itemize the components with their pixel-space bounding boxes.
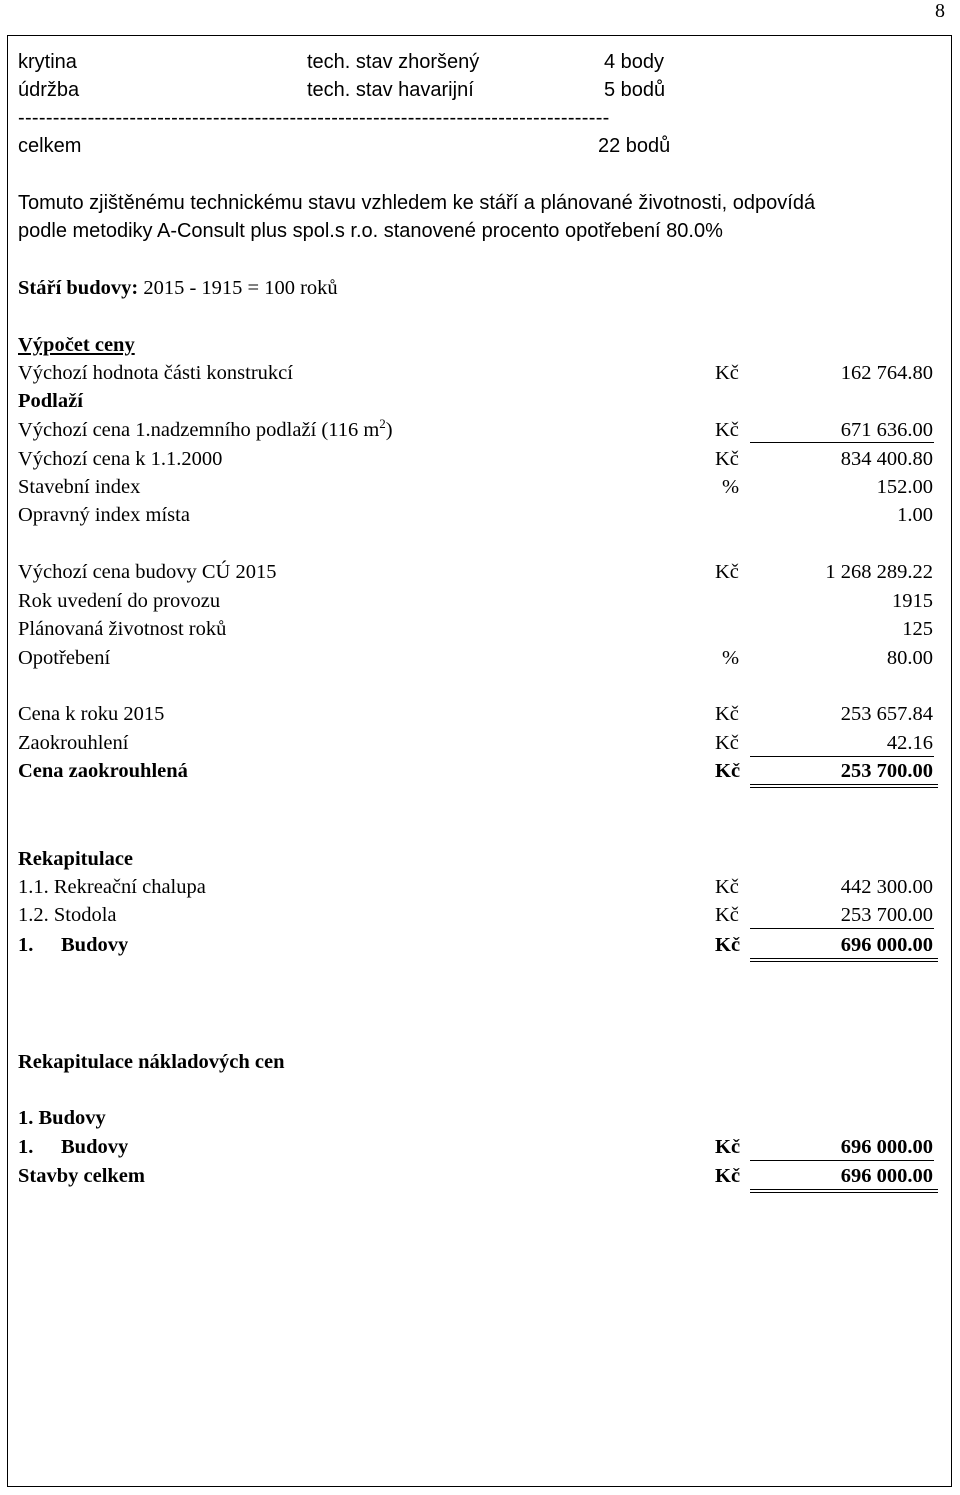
total-label: celkem [18, 135, 82, 157]
recap-underline [750, 928, 934, 929]
lifetime-value: 125 [902, 618, 933, 640]
rounding-value: 42.16 [886, 732, 933, 754]
cost-recap-row-value: 696 000.00 [840, 1136, 933, 1158]
rounded-price-label: Cena zaokrouhlená [18, 760, 188, 782]
building-price-value: 1 268 289.22 [825, 561, 933, 583]
cost-recap-row-underline [750, 1160, 934, 1161]
page-number: 8 [935, 0, 945, 22]
floor-label: Výchozí cena 1.nadzemního podlaží (116 m [18, 419, 380, 441]
condition-state-1: tech. stav zhoršený [307, 51, 480, 73]
condition-item-2: údržba [18, 79, 80, 101]
floor-value: 671 636.00 [840, 419, 933, 441]
recap-total-label: Budovy [61, 934, 129, 956]
cost-recap-row-label: Budovy [61, 1136, 129, 1158]
rounded-price-double-underline [750, 784, 938, 788]
cost-recap-total-double-underline [750, 1189, 938, 1193]
base-unit: Kč [715, 362, 739, 384]
recap-row-1-label: 1.1. Rekreační chalupa [18, 876, 206, 898]
cost-recap-total-label: Stavby celkem [18, 1165, 145, 1187]
condition-state-2: tech. stav havarijní [307, 79, 474, 101]
year-value: 1915 [892, 590, 933, 612]
condition-points-2: 5 bodů [604, 79, 666, 101]
paragraph-line-1: Tomuto zjištěnému technickému stavu vzhledem ke stáří a plánované životnosti, odpovídá [18, 192, 816, 214]
wear-value: 80.00 [886, 647, 933, 669]
rounding-underline [750, 756, 934, 757]
recap-total-number: 1. [18, 934, 34, 956]
recap-total-value: 696 000.00 [840, 934, 933, 956]
age-value: 2015 - 1915 = 100 roků [143, 277, 338, 299]
cost-recap-row-number: 1. [18, 1136, 34, 1158]
price2015-value: 253 657.84 [840, 703, 933, 725]
price2015-label: Cena k roku 2015 [18, 703, 165, 725]
recap-row-2-value: 253 700.00 [840, 904, 933, 926]
building-price-label: Výchozí cena budovy CÚ 2015 [18, 561, 277, 583]
price2000-value: 834 400.80 [840, 448, 933, 470]
floor-value-underline [750, 442, 934, 443]
location-index-label: Opravný index místa [18, 504, 190, 526]
rounding-unit: Kč [715, 732, 739, 754]
condition-points-1: 4 body [604, 51, 665, 73]
index-unit: % [722, 476, 740, 498]
price2000-unit: Kč [715, 448, 739, 470]
index-value: 152.00 [876, 476, 933, 498]
cost-recap-total-unit: Kč [715, 1165, 741, 1187]
recap-row-1-unit: Kč [715, 876, 739, 898]
cost-recap-row-unit: Kč [715, 1136, 741, 1158]
rounding-label: Zaokrouhlení [18, 732, 129, 754]
base-value: 162 764.80 [840, 362, 933, 384]
condition-item-1: krytina [18, 51, 77, 73]
floor-unit: Kč [715, 419, 739, 441]
rounded-price-value: 253 700.00 [840, 760, 933, 782]
recap-total-unit: Kč [715, 934, 741, 956]
wear-unit: % [722, 647, 740, 669]
lifetime-label: Plánovaná životnost roků [18, 618, 227, 640]
price2015-unit: Kč [715, 703, 739, 725]
floors-heading: Podlaží [18, 390, 83, 412]
year-label: Rok uvedení do provozu [18, 590, 221, 612]
age-label: Stáří budovy: [18, 277, 139, 299]
wear-label: Opotřebení [18, 647, 111, 669]
recap-row-2-label: 1.2. Stodola [18, 904, 117, 926]
location-index-value: 1.00 [897, 504, 933, 526]
cost-recap-group: 1. Budovy [18, 1107, 106, 1129]
building-price-unit: Kč [715, 561, 739, 583]
recap-row-2-unit: Kč [715, 904, 739, 926]
floor-line [18, 416, 393, 441]
floor-superscript: 2 [379, 416, 386, 431]
cost-recap-heading: Rekapitulace nákladových cen [18, 1051, 285, 1073]
recap-total-double-underline [750, 958, 938, 962]
calc-heading: Výpočet ceny [18, 334, 135, 356]
paragraph-line-2: podle metodiky A-Consult plus spol.s r.o. stanovené procento opotřebení 80.0% [18, 220, 723, 242]
rounded-price-unit: Kč [715, 760, 741, 782]
floor-close: ) [385, 419, 393, 441]
price2000-label: Výchozí cena k 1.1.2000 [18, 448, 223, 470]
recap-heading: Rekapitulace [18, 848, 134, 870]
index-label: Stavební index [18, 476, 141, 498]
base-label: Výchozí hodnota části konstrukcí [18, 362, 293, 384]
separator-dashes: ------------------------------------------------------------------------------------- [18, 107, 610, 129]
recap-row-1-value: 442 300.00 [840, 876, 933, 898]
cost-recap-total-value: 696 000.00 [840, 1165, 933, 1187]
age-line [18, 278, 338, 299]
total-points: 22 bodů [598, 135, 671, 157]
